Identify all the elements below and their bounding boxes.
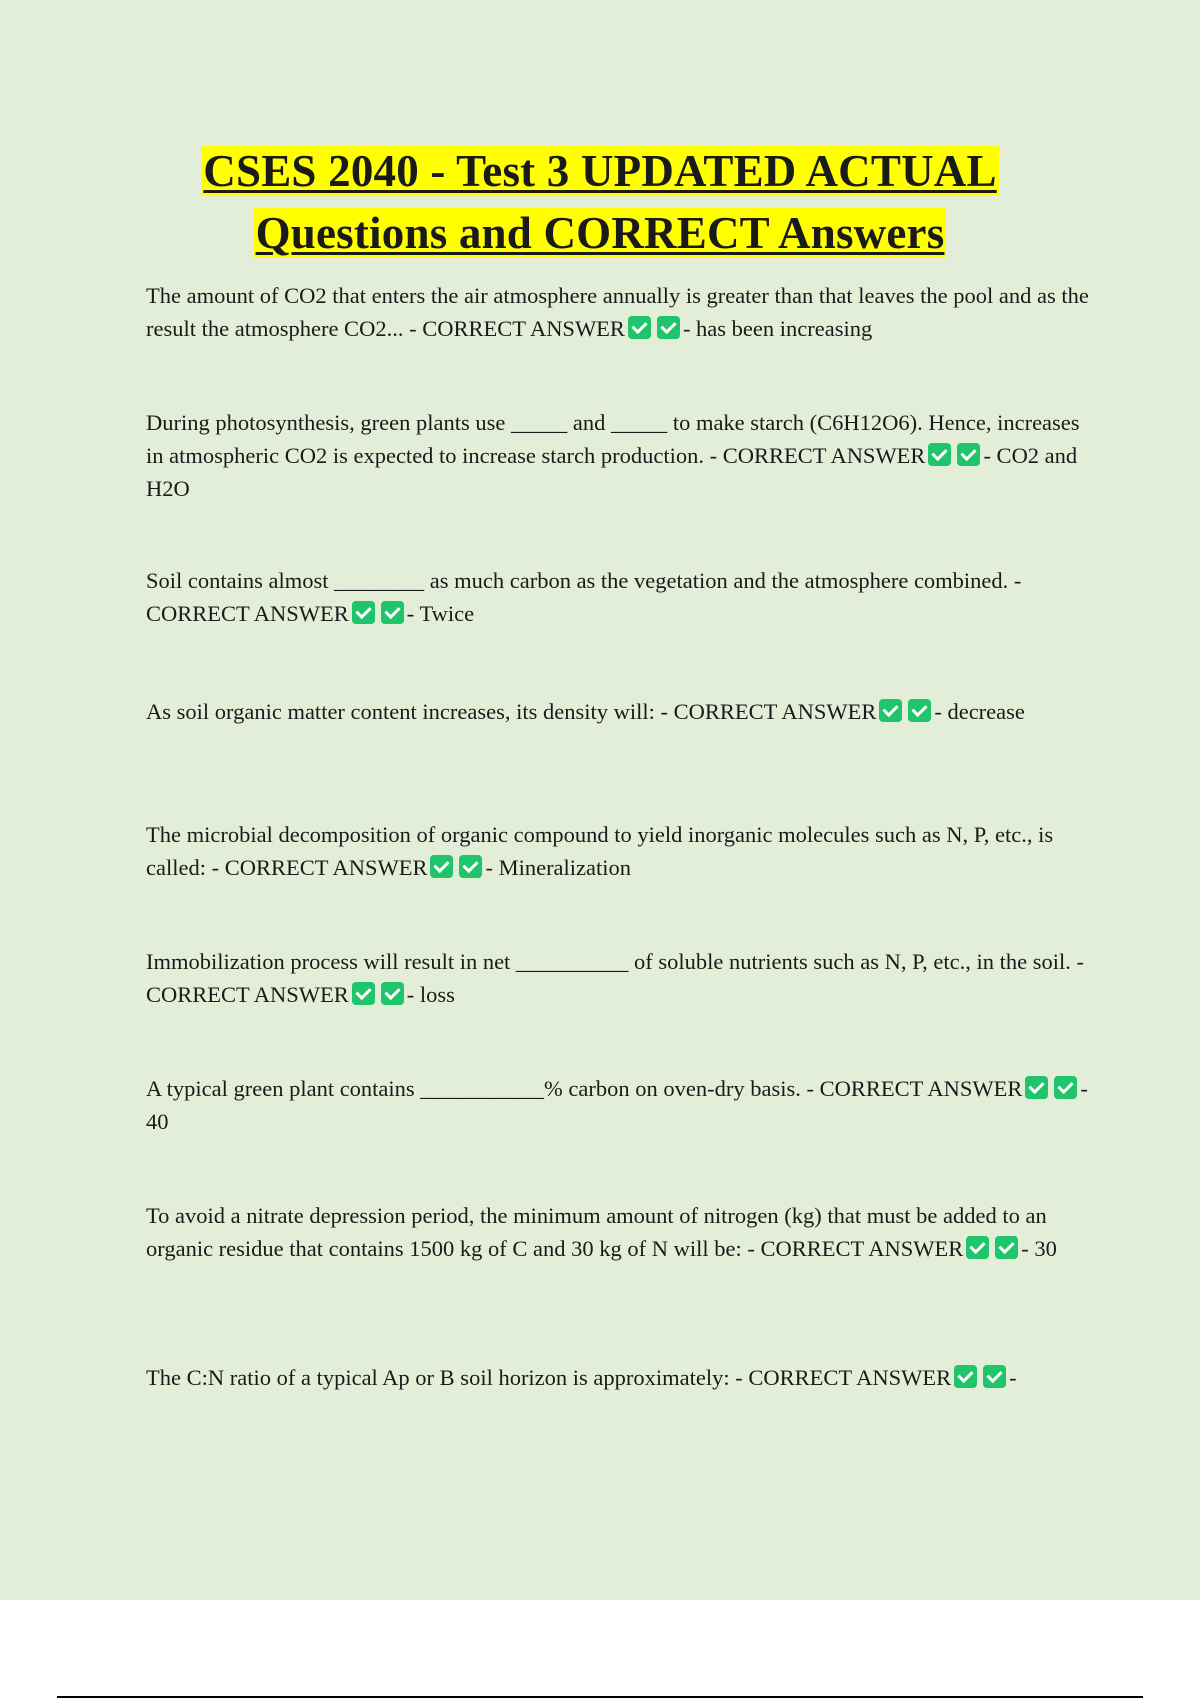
qa-item	[146, 695, 1091, 728]
check-mark-icon	[1025, 1076, 1048, 1099]
document-title	[0, 140, 1200, 264]
qa-item	[146, 406, 1091, 505]
question-text: Soil contains almost ________ as much carbon as the vegetation and the atmosphere combined.	[146, 568, 1009, 593]
check-mark-icon	[908, 699, 931, 722]
question-text: The C:N ratio of a typical Ap or B soil horizon is approximately:	[146, 1365, 730, 1390]
check-mark-icon	[459, 855, 482, 878]
qa-item	[146, 818, 1091, 884]
check-mark-icon	[1054, 1076, 1077, 1099]
check-mark-icon	[983, 1365, 1006, 1388]
check-mark-icon	[966, 1236, 989, 1259]
title-line-1: CSES 2040 - Test 3 UPDATED ACTUAL	[203, 146, 997, 196]
answer-marker: - CORRECT ANSWER	[747, 1236, 964, 1261]
answer-marker: - CORRECT ANSWER	[660, 699, 877, 724]
answer-text: - CO2 and H2O	[146, 443, 1078, 501]
answer-text: - Mineralization	[485, 855, 632, 880]
qa-item	[146, 1199, 1091, 1265]
question-text: Immobilization process will result in net __________ of soluble nutrients such as N, P, etc., in the soil.	[146, 949, 1071, 974]
qa-item	[146, 1072, 1091, 1138]
answer-text: - Twice	[406, 601, 475, 626]
qa-item	[146, 945, 1091, 1011]
answer-text: - has been increasing	[682, 316, 873, 341]
qa-item	[146, 1361, 1091, 1394]
question-text: The microbial decomposition of organic compound to yield inorganic molecules such as N, P, etc., is called:	[146, 822, 1054, 880]
check-mark-icon	[954, 1365, 977, 1388]
answer-text: - 40	[146, 1076, 1088, 1134]
qa-item	[146, 564, 1091, 630]
check-mark-icon	[657, 316, 680, 339]
check-mark-icon	[381, 601, 404, 624]
question-text: A typical green plant contains ___________% carbon on oven-dry basis.	[146, 1076, 801, 1101]
check-mark-icon	[352, 601, 375, 624]
answer-marker: - CORRECT ANSWER	[146, 949, 1085, 1007]
answer-text: - 30	[1021, 1236, 1057, 1261]
question-text: To avoid a nitrate depression period, the minimum amount of nitrogen (kg) that must be added to an organic residue that contains 1500 kg of C and 30 kg of N will be:	[146, 1203, 1047, 1261]
answer-text: - loss	[406, 982, 455, 1007]
check-mark-icon	[995, 1236, 1018, 1259]
answer-marker: - CORRECT ANSWER	[146, 568, 1022, 626]
answer-text: - decrease	[934, 699, 1025, 724]
answer-marker: - CORRECT ANSWER	[735, 1365, 952, 1390]
question-text: The amount of CO2 that enters the air atmosphere annually is greater than that leaves the pool and as the result the atmosphere CO2...	[146, 283, 1089, 341]
answer-marker: - CORRECT ANSWER	[806, 1076, 1023, 1101]
question-text: During photosynthesis, green plants use _____ and _____ to make starch (C6H12O6). Hence, increases in atmospheric CO2 is expected to increase starch production.	[146, 410, 1080, 468]
check-mark-icon	[928, 443, 951, 466]
check-mark-icon	[381, 982, 404, 1005]
qa-item	[146, 279, 1091, 345]
footer-divider	[57, 1696, 1143, 1698]
answer-marker: - CORRECT ANSWER	[709, 443, 926, 468]
title-line-2: Questions and CORRECT Answers	[255, 208, 945, 258]
check-mark-icon	[879, 699, 902, 722]
question-text: As soil organic matter content increases, its density will:	[146, 699, 655, 724]
check-mark-icon	[352, 982, 375, 1005]
check-mark-icon	[957, 443, 980, 466]
answer-marker: - CORRECT ANSWER	[409, 316, 625, 341]
check-mark-icon	[430, 855, 453, 878]
check-mark-icon	[628, 316, 651, 339]
answer-marker: - CORRECT ANSWER	[211, 855, 428, 880]
answer-text: -	[1009, 1365, 1017, 1390]
